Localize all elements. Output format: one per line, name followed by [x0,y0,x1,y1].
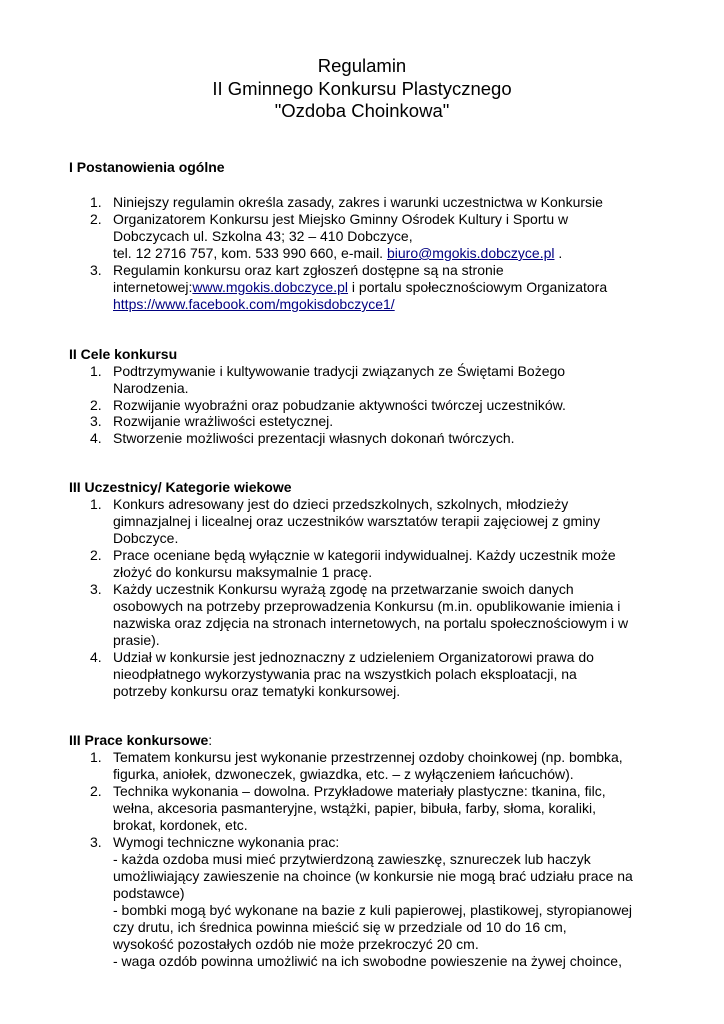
list-number: 1. [90,749,102,765]
section-heading-works [69,732,212,749]
list-item-text: - bombki mogą być wykonane na bazie z kuli papierowej, plastikowej, styropianowej [113,902,633,918]
list-item-text: potrzeby konkursu oraz tematyki konkursowej. [113,683,401,699]
section-heading-goals: II Cele konkursu [69,346,178,362]
list-number: 1. [90,194,102,210]
list-item-text: wełna, akcesoria pasmanteryjne, wstążki, papier, bibuła, farby, słoma, koraliki, [113,800,596,816]
list-item-text: Rozwijanie wrażliwości estetycznej. [113,413,334,429]
list-item-text: podstawce) [113,885,185,901]
list-number: 2. [90,397,102,413]
website-label: internetowej: [113,279,193,295]
list-item-text: Dobczycach ul. Szkolna 43; 32 – 410 Dobczyce, [113,228,413,244]
contact-line [113,245,562,262]
list-item-text: Dobczyce. [113,530,179,546]
list-item-text: - waga ozdób powinna umożliwić na ich swobodne powieszenie na żywej choince, [113,953,622,969]
list-item-text: Udział w konkursie jest jednoznaczny z udzieleniem Organizatorowi prawa do [113,649,594,665]
website-text-end: i portalu społecznościowym Organizatora [348,279,608,295]
list-item-text: wysokość pozostałych ozdób nie może przekroczyć 20 cm. [113,936,479,952]
list-number: 4. [90,649,102,665]
list-item-text: czy drutu, ich średnica powinna mieścić się w przedziale od 10 do 16 cm, [113,919,567,935]
list-item-text: Podtrzymywanie i kultywowanie tradycji związanych ze Świętami Bożego [113,363,566,379]
website-line [113,279,607,296]
list-item-text: złożyć do konkursu maksymalnie 1 pracę. [113,564,373,580]
list-item-text: Tematem konkursu jest wykonanie przestrzennej ozdoby choinkowej (np. bombka, [113,749,623,765]
list-item-text: brokat, kordonek, etc. [113,817,248,833]
list-item-text: Niniejszy regulamin określa zasady, zakres i warunki uczestnictwa w Konkursie [113,194,603,210]
list-item-text: Konkurs adresowany jest do dzieci przedszkolnych, szkolnych, młodzieży [113,496,569,512]
list-item-text: umożliwiający zawieszenie na choince (w konkursie nie mogą brać udziału prace na [113,868,633,884]
contact-text: tel. 12 2716 757, kom. 533 990 660, e-mail. [113,245,387,261]
list-item-text: Technika wykonania – dowolna. Przykładowe materiały plastyczne: tkanina, filc, [113,783,606,799]
document-title-line-1: Regulamin [317,55,407,76]
list-number: 3. [90,581,102,597]
document-title-line-2: II Gminnego Konkursu Plastycznego [212,78,512,99]
list-number: 4. [90,430,102,446]
document-title-line-3: "Ozdoba Choinkowa" [274,100,450,121]
facebook-link[interactable]: https://www.facebook.com/mgokisdobczyce1/ [113,296,395,312]
section-heading-works-text: III Prace konkursowe [69,732,209,748]
list-item-text: Stworzenie możliwości prezentacji własnych dokonań twórczych. [113,430,515,446]
list-item-text: figurka, aniołek, dzwoneczek, gwiazdka, etc. – z wyłączeniem łańcuchów). [113,766,574,782]
list-number: 2. [90,211,102,227]
list-item-text: Prace oceniane będą wyłącznie w kategorii indywidualnej. Każdy uczestnik może [113,547,616,563]
list-number: 1. [90,363,102,379]
list-number: 2. [90,783,102,799]
list-number: 1. [90,496,102,512]
list-item-text: nazwiska oraz zdjęcia na stronach internetowych, na portalu społecznościowym i w [113,615,629,631]
list-item-text: Wymogi techniczne wykonania prac: [113,834,340,850]
list-number: 2. [90,547,102,563]
list-item-text: Organizatorem Konkursu jest Miejsko Gminny Ośrodek Kultury i Sportu w [113,211,569,227]
list-item-text: osobowych na potrzeby przeprowadzenia Konkursu (m.in. opublikowanie imienia i [113,598,621,614]
list-item-text: - każda ozdoba musi mieć przytwierdzoną zawieszkę, sznureczek lub haczyk [113,851,591,867]
list-item-text: Regulamin konkursu oraz kart zgłoszeń dostępne są na stronie [113,262,504,278]
list-number: 3. [90,834,102,850]
list-item-text: Każdy uczestnik Konkursu wyrażą zgodę na przetwarzanie swoich danych [113,581,574,597]
list-number: 3. [90,413,102,429]
section-heading-participants: III Uczestnicy/ Kategorie wiekowe [69,479,292,495]
list-item-text: Narodzenia. [113,380,189,396]
section-heading-general: I Postanowienia ogólne [69,159,225,175]
website-link[interactable]: www.mgokis.dobczyce.pl [192,279,349,295]
list-item-text: Rozwijanie wyobraźni oraz pobudzanie aktywności twórczej uczestników. [113,397,566,413]
list-number: 3. [90,262,102,278]
list-item-text: gimnazjalnej i licealnej oraz uczestników warsztatów terapii zajęciowej z gminy [113,513,601,529]
facebook-line [113,296,395,313]
list-item-text: prasie). [113,632,160,648]
contact-text-end: . [554,245,563,261]
section-heading-colon: : [208,732,213,748]
email-link[interactable]: biuro@mgokis.dobczyce.pl [386,245,555,261]
list-item-text: nieodpłatnego wykorzystywania prac na wszystkich polach eksploatacji, na [113,666,577,682]
